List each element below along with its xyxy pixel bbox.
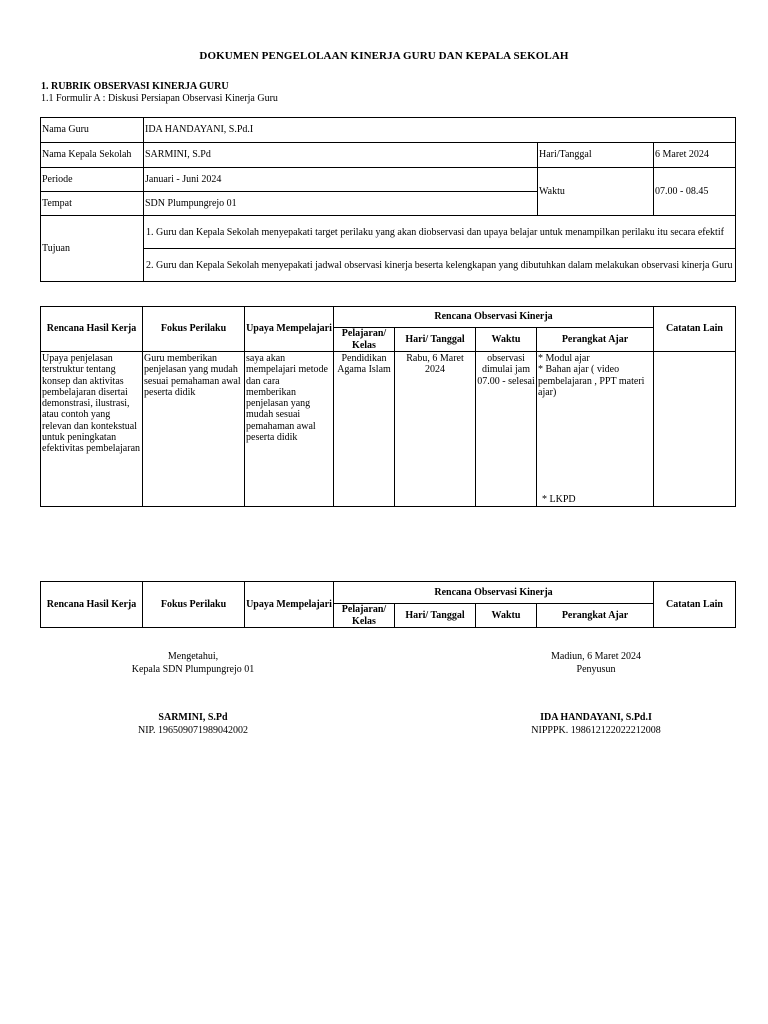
header-upaya-mempelajari: Upaya Mempelajari [245, 307, 334, 352]
kepala-sekolah-label: Nama Kepala Sekolah [41, 143, 144, 168]
row-tujuan-1 [41, 216, 736, 249]
header-upaya-mempelajari: Upaya Mempelajari [245, 582, 334, 628]
header-waktu: Waktu [476, 328, 537, 352]
header-rencana-observasi: Rencana Observasi Kinerja [334, 307, 654, 328]
header-hari-tanggal: Hari/ Tanggal [395, 604, 476, 628]
signature-left-line2: Kepala SDN Plumpungrejo 01 [131, 663, 255, 675]
header-perangkat-ajar: Perangkat Ajar [537, 328, 654, 352]
tujuan-item-text: Guru dan Kepala Sekolah menyepakati target perilaku yang akan diobservasi dan upaya belajar untuk menampilkan perilaku itu secara efektif [156, 226, 724, 238]
tempat-label: Tempat [41, 192, 144, 216]
header-catatan-lain: Catatan Lain [654, 582, 736, 628]
signature-left-nip: NIP. 196509071989042002 [137, 724, 248, 736]
header-hari-tanggal: Hari/ Tanggal [395, 328, 476, 352]
cell-rencana-hasil-kerja: Upaya penjelasan terstruktur tentang konsep dan aktivitas pembelajaran disertai demonstrasi, ilustrasi, atau contoh yang relevan dan kontekstual untuk peningkatan efektivitas pembelajaran [41, 352, 143, 507]
info-table [40, 117, 736, 282]
signature-left-name: SARMINI, S.Pd [158, 712, 228, 723]
header-rencana-hasil-kerja: Rencana Hasil Kerja [41, 307, 143, 352]
cell-fokus-perilaku: Guru memberikan penjelasan yang mudah sesuai pemahaman awal peserta didik [143, 352, 245, 507]
header-fokus-perilaku: Fokus Perilaku [143, 582, 245, 628]
nama-guru-label: Nama Guru [41, 118, 144, 143]
signature-right-name: IDA HANDAYANI, S.Pd.I [540, 712, 652, 723]
tujuan-item-number: 1. [146, 226, 154, 238]
header-perangkat-ajar: Perangkat Ajar [537, 604, 654, 628]
perangkat-item-bahan-ajar: * Bahan ajar ( video pembelajaran , PPT materi ajar) [538, 364, 645, 398]
header-fokus-perilaku: Fokus Perilaku [143, 307, 245, 352]
signature-left-line1: Mengetahui, [167, 651, 219, 662]
plan-data-row [41, 352, 736, 507]
waktu-label: Waktu [538, 168, 654, 216]
hari-tanggal-label: Hari/Tanggal [538, 143, 654, 168]
signature-right-nip: NIPPPK. 198612122022212008 [531, 724, 661, 736]
signature-block-right [496, 651, 696, 737]
tujuan-item-1 [144, 216, 736, 249]
cell-perangkat-ajar [537, 352, 654, 507]
cell-upaya-mempelajari: saya akan mempelajari metode dan cara memberikan penjelasan yang mudah sesuai pemahaman awal peserta didik [245, 352, 334, 507]
section-heading: 1. RUBRIK OBSERVASI KINERJA GURU [41, 81, 229, 92]
plan-header-row [41, 582, 736, 604]
signature-block-left [93, 651, 293, 737]
kepala-sekolah-value: SARMINI, S.Pd [144, 143, 538, 168]
row-nama-guru [41, 118, 736, 143]
periode-value: Januari - Juni 2024 [144, 168, 538, 192]
tujuan-item-number: 2. [146, 259, 154, 271]
waktu-value: 07.00 - 08.45 [654, 168, 736, 216]
signature-right-line1: Madiun, 6 Maret 2024 [551, 651, 641, 662]
row-kepala-sekolah [41, 143, 736, 168]
periode-label: Periode [41, 168, 144, 192]
cell-catatan-lain [654, 352, 736, 507]
header-rencana-observasi: Rencana Observasi Kinerja [334, 582, 654, 604]
signature-right-line2: Penyusun [576, 663, 616, 675]
tempat-value: SDN Plumpungrejo 01 [144, 192, 538, 216]
cell-hari-tanggal: Rabu, 6 Maret 2024 [395, 352, 476, 507]
observation-plan-table [40, 306, 736, 507]
hari-tanggal-value: 6 Maret 2024 [654, 143, 736, 168]
header-rencana-hasil-kerja: Rencana Hasil Kerja [41, 582, 143, 628]
cell-pelajaran-kelas: Pendidikan Agama Islam [334, 352, 395, 507]
perangkat-item-lkpd: * LKPD [542, 494, 576, 506]
tujuan-item-2 [144, 249, 736, 282]
observation-plan-table-empty [40, 581, 736, 628]
document-title: DOKUMEN PENGELOLAAN KINERJA GURU DAN KEPALA SEKOLAH [199, 50, 569, 62]
perangkat-item-modul: * Modul ajar [538, 353, 590, 364]
header-catatan-lain: Catatan Lain [654, 307, 736, 352]
tujuan-label: Tujuan [41, 216, 144, 282]
tujuan-item-text: Guru dan Kepala Sekolah menyepakati jadwal observasi kinerja beserta kelengkapan yang dibutuhkan dalam melakukan observasi kinerja Guru [156, 259, 733, 271]
form-subheading: 1.1 Formulir A : Diskusi Persiapan Observasi Kinerja Guru [41, 93, 278, 104]
header-pelajaran-kelas: Pelajaran/ Kelas [334, 328, 395, 352]
row-periode [41, 168, 736, 192]
plan-header-row [41, 307, 736, 328]
cell-waktu: observasi dimulai jam 07.00 - selesai [476, 352, 537, 507]
nama-guru-value: IDA HANDAYANI, S.Pd.I [144, 118, 736, 143]
header-pelajaran-kelas: Pelajaran/ Kelas [334, 604, 395, 628]
row-tujuan-2 [41, 249, 736, 282]
header-waktu: Waktu [476, 604, 537, 628]
